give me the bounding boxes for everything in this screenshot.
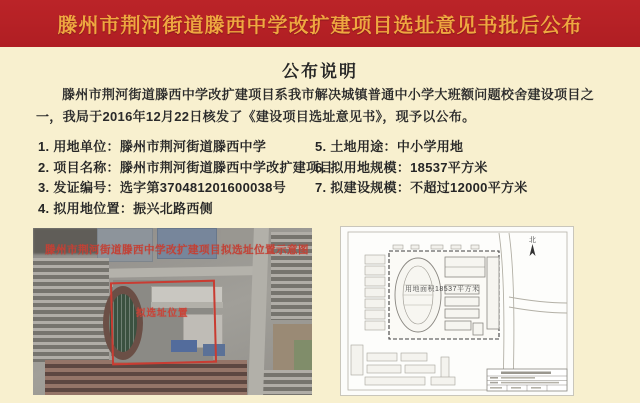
- plan-title-block: [487, 369, 567, 391]
- detail-land-use: 5. 土地用途：中小学用地: [315, 139, 464, 154]
- page-title: 滕州市荆河街道滕西中学改扩建项目选址意见书批后公布: [57, 15, 583, 37]
- detail-construction-scale: 7. 拟建设规模：不超过12000平方米: [315, 180, 528, 196]
- plan-houses-bottom: [365, 353, 455, 385]
- plan-area-label: 用地面积18537平方米: [405, 286, 480, 293]
- site-plan-drawing: [341, 227, 573, 395]
- aerial-caption: 滕州市荆河街道滕西中学改扩建项目拟选址位置示意图: [45, 244, 309, 256]
- north-label: 北: [529, 237, 536, 244]
- aerial-house-rows-left: [33, 258, 109, 362]
- detail-project-name: 2. 项目名称：滕州市荆河街道滕西中学改扩建项目: [38, 159, 333, 175]
- page-banner: [0, 0, 640, 47]
- notice-paragraph: 滕州市荆河街道滕西中学改扩建项目系我市解决城镇普通中小学大班额问题校舍建设项目之一，我局于2016年12月22日核发了《建设项目选址意见书》，现予以公布。: [36, 87, 595, 124]
- detail-site-location: 4. 拟用地位置：振兴北路西侧: [38, 201, 213, 217]
- details-column-left: [38, 137, 333, 220]
- plan-running-track: [395, 258, 441, 332]
- detail-land-area: 6. 拟用地规模：18537平方米: [315, 159, 488, 175]
- detail-permit-number: 3. 发证编号：选字第370481201600038号: [38, 180, 287, 196]
- site-plan-sheet: [340, 226, 574, 396]
- aerial-red-roof-rows: [45, 360, 247, 395]
- site-aerial-photo: [33, 228, 312, 395]
- site-boundary-outline: [110, 280, 217, 366]
- detail-land-user: 1. 用地单位：滕州市荆河街道滕西中学: [38, 139, 267, 154]
- details-column-right: [315, 137, 528, 199]
- notice-heading: 公布说明: [282, 62, 358, 81]
- site-marker-label: 拟选址位置: [136, 308, 189, 319]
